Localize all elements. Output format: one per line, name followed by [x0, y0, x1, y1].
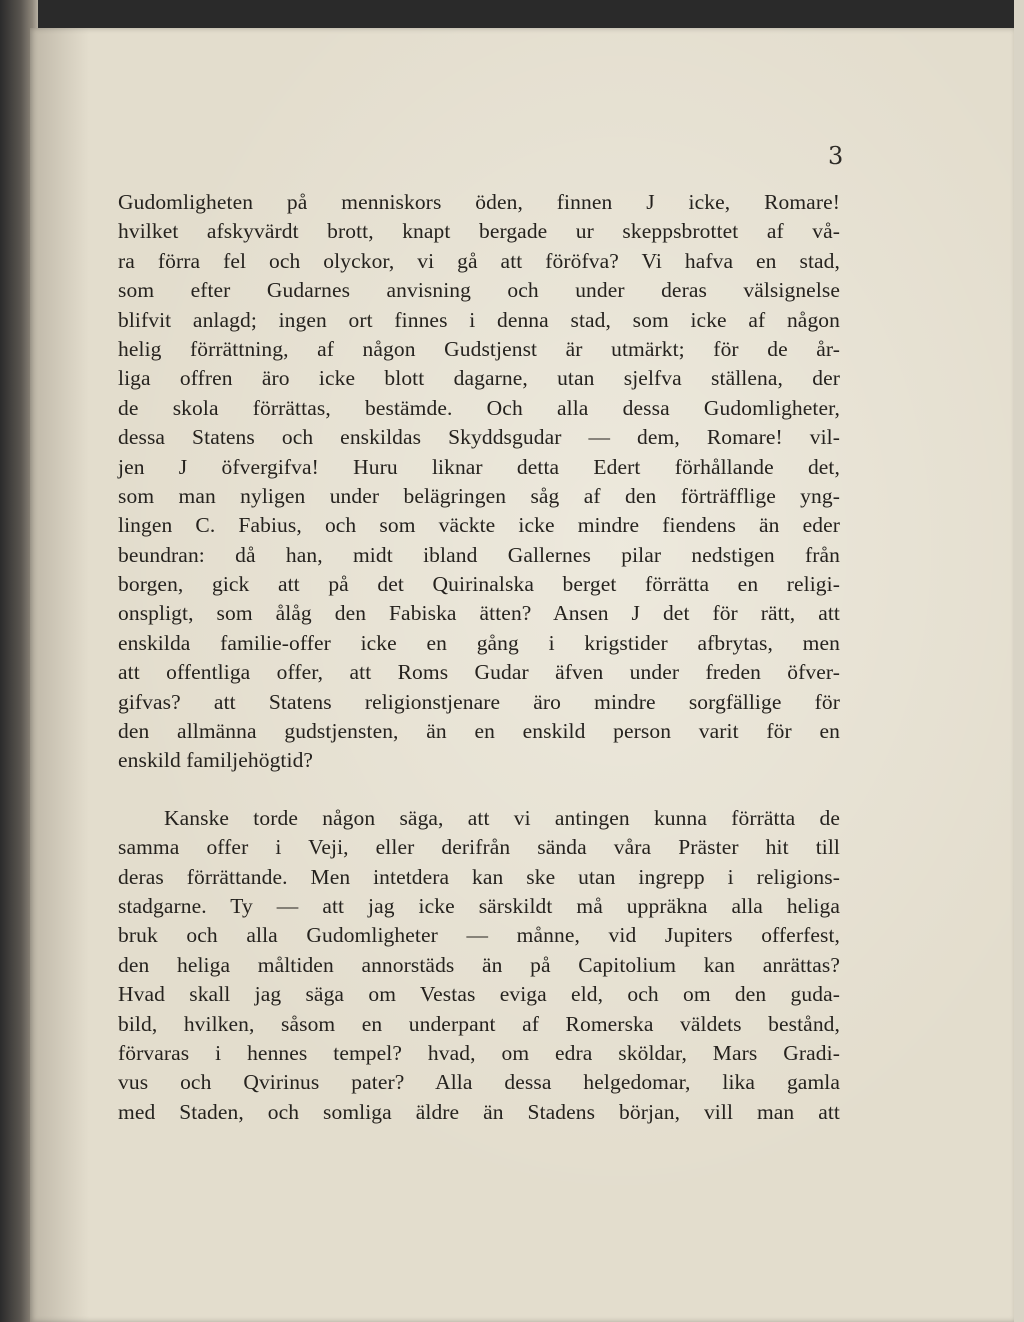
text-line: som man nyligen under belägringen såg af den förträfflige yng- — [118, 483, 840, 508]
text-line: Gudomligheten på menniskors öden, finnen J icke, Romare! — [118, 190, 840, 214]
text-line: deras förrättande. Men intetdera kan ske utan ingrepp i religions- — [118, 864, 840, 889]
text-line: lingen C. Fabius, och som väckte icke mindre fiendens än eder — [118, 513, 840, 538]
text-line: Hvad skall jag säga om Vestas eviga eld, och om den guda- — [118, 982, 840, 1007]
text-line: hvilket afskyvärdt brott, knapt bergade ur skeppsbrottet af vå- — [118, 219, 840, 244]
text-line: vus och Qvirinus pater? Alla dessa helgedomar, lika gamla — [118, 1070, 840, 1095]
text-line: ra förra fel och olyckor, vi gå att föröfva? Vi hafva en stad, — [118, 248, 840, 273]
text-line: bruk och alla Gudomligheter — månne, vid Jupiters offerfest, — [118, 923, 840, 948]
text-line: dessa Statens och enskildas Skyddsgudar — dem, Romare! vil- — [118, 425, 840, 450]
text-line: helig förrättning, af någon Gudstjenst är utmärkt; för de år- — [118, 336, 840, 361]
text-line: den allmänna gudstjensten, än en enskild person varit för en — [118, 719, 840, 744]
text-line: den heliga måltiden annorstäds än på Capitolium kan anrättas? — [118, 952, 840, 977]
text-line: blifvit anlagd; ingen ort finnes i denna stad, som icke af någon — [118, 307, 840, 332]
page-edge — [1014, 0, 1024, 1322]
text-line: jen J öfvergifva! Huru liknar detta Edert förhållande det, — [118, 454, 840, 479]
text-line: enskilda familie-offer icke en gång i krigstider afbrytas, men — [118, 630, 840, 655]
text-line: Kanske torde någon säga, att vi antingen kunna förrätta de — [164, 805, 840, 830]
text-line: beundran: då han, midt ibland Gallernes pilar nedstigen från — [118, 542, 840, 567]
paragraph-2 — [118, 804, 840, 1127]
paragraph-1 — [118, 188, 840, 776]
text-line: liga offren äro icke blott dagarne, utan sjelfva ställena, der — [118, 366, 840, 391]
book-page — [30, 28, 1014, 1322]
text-line: med Staden, och somliga äldre än Stadens början, vill man att — [118, 1099, 840, 1124]
text-line: gifvas? att Statens religionstjenare äro mindre sorgfällige för — [118, 689, 840, 714]
text-line: onspligt, som ålåg den Fabiska ätten? Ansen J det för rätt, att — [118, 601, 840, 626]
page-body-text — [118, 188, 840, 1127]
page-number: 3 — [828, 142, 844, 170]
text-line: som efter Gudarnes anvisning och under deras välsignelse — [118, 278, 840, 303]
text-line: de skola förrättas, bestämde. Och alla dessa Gudomligheter, — [118, 395, 840, 420]
text-line: borgen, gick att på det Quirinalska berget förrätta en religi- — [118, 572, 840, 597]
text-line: bild, hvilken, såsom en underpant af Romerska väldets bestånd, — [118, 1011, 840, 1036]
text-line: enskild familjehögtid? — [118, 748, 314, 773]
text-line: att offentliga offer, att Roms Gudar äfven under freden öfver- — [118, 660, 840, 685]
text-line: samma offer i Veji, eller derifrån sända våra Präster hit till — [118, 835, 840, 860]
text-line: stadgarne. Ty — att jag icke särskildt må uppräkna alla heliga — [118, 893, 840, 918]
text-line: förvaras i hennes tempel? hvad, om edra sköldar, Mars Gradi- — [118, 1040, 840, 1065]
